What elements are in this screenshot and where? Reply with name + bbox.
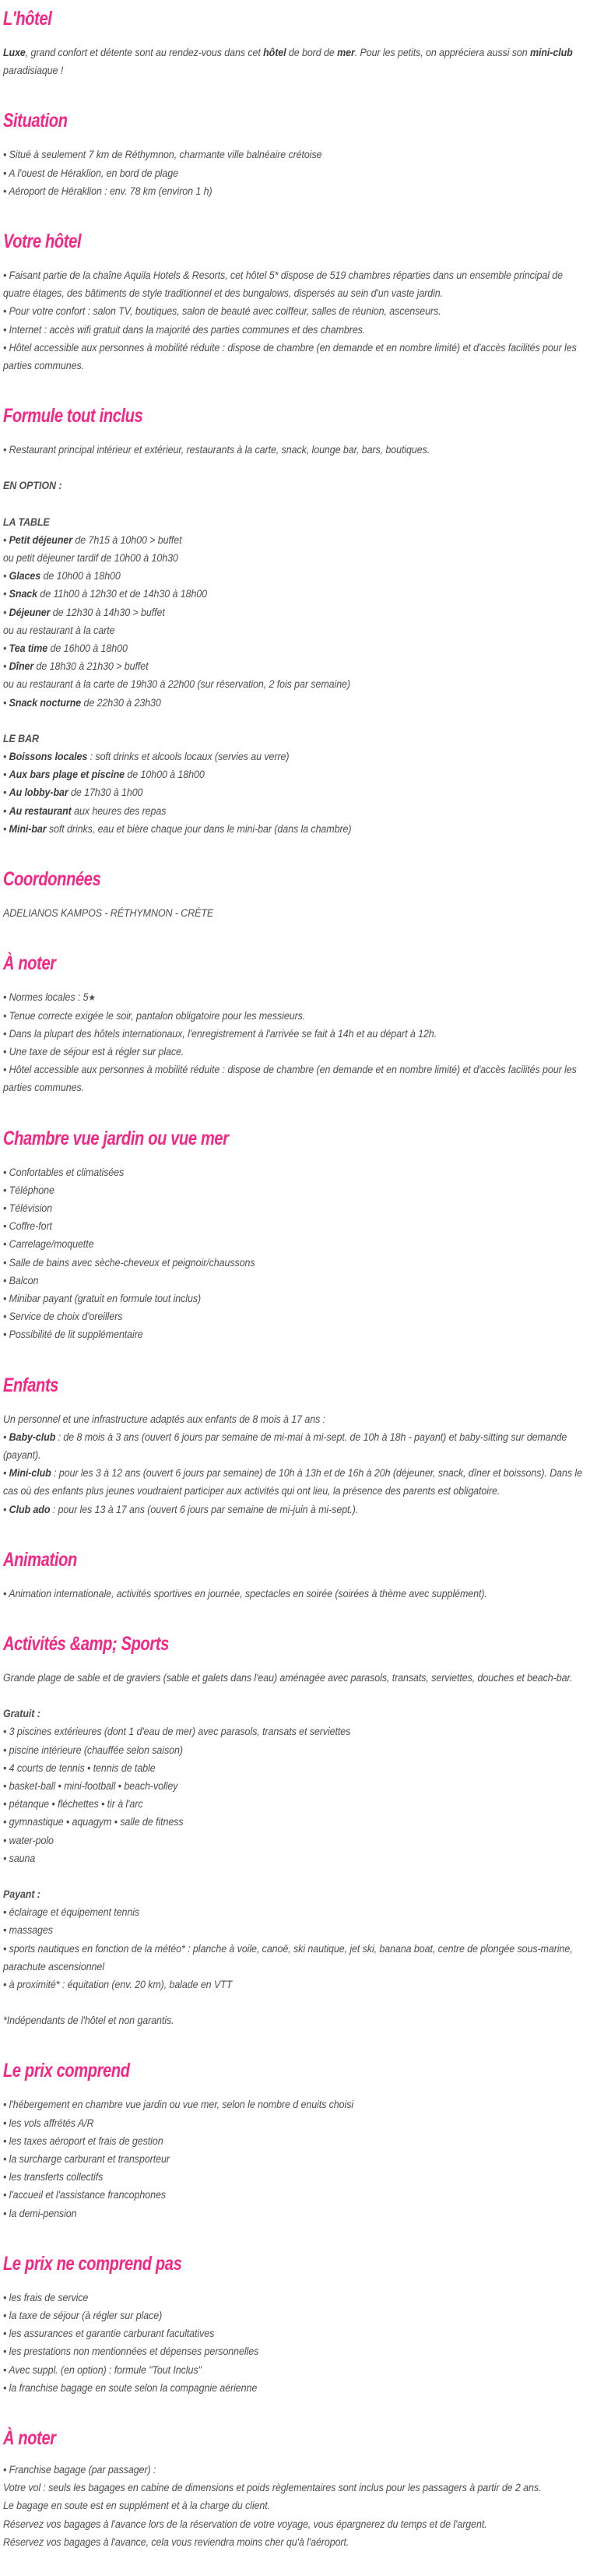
list-item: • Tenue correcte exigée le soir, pantalon obligatoire pour les messieurs. (3, 1009, 306, 1022)
list-item: • à proximité* : équitation (env. 20 km), balade en VTT (3, 1979, 233, 1992)
list-item: • les taxes aéroport et frais de gestion (3, 2134, 163, 2148)
section-title-formule: Formule tout inclus (3, 405, 143, 428)
list-item: • l'hébergement en chambre vue jardin ou vue mer, selon le nombre d enuits choisi (3, 2099, 354, 2112)
list-item: • Salle de bains avec sèche-cheveux et peignoir/chaussons (3, 1256, 255, 1269)
section-title-coordonnees: Coordonnées (3, 868, 101, 891)
list-item: • Aux bars plage et piscine de 10h00 à 18h00 (3, 769, 205, 782)
section-title-enfants: Enfants (3, 1374, 59, 1396)
section-title-animation: Animation (3, 1548, 77, 1571)
section-title-activites-sports: Activités &amp; Sports (3, 1632, 170, 1655)
le-bar-label: LE BAR (3, 732, 39, 745)
list-item: • piscine intérieure (chauffée selon saison) (3, 1744, 183, 1757)
situation-bullet-list (3, 146, 585, 201)
list-item: • 3 piscines extérieures (dont 1 d'eau de mer) avec parasols, transats et serviettes (3, 1726, 351, 1739)
list-item: • les prestations non mentionnées et dépenses personnelles (3, 2345, 259, 2359)
en-option-label: EN OPTION : (3, 480, 62, 493)
prix-comprend-list (3, 2096, 585, 2222)
list-item: • Balcon (3, 1274, 39, 1287)
list-item: • Tea time de 16h00 à 18h00 (3, 642, 128, 656)
list-item: • l'accueil et l'assistance francophones (3, 2189, 166, 2202)
list-item: • Baby-club : de 8 mois à 3 ans (ouvert 6 jours par semaine de mi-mai à mi-sept. de 10h à 18h - payant) et baby-sitting sur demande (payant). (3, 1431, 567, 1462)
le-bar-list (3, 748, 585, 839)
list-item: ou au restaurant à la carte de 19h30 à 22h00 (sur réservation, 2 fois par semaine) (3, 678, 350, 692)
list-item: • Au lobby-bar de 17h30 à 1h00 (3, 787, 143, 800)
section-title-prix-ne-comprend-pas: Le prix ne comprend pas (3, 2252, 182, 2275)
activites-footnote: *Indépendants de l'hôtel et non garantis. (3, 2015, 174, 2028)
payant-label: Payant : (3, 1888, 40, 1901)
section-title-prix-comprend: Le prix comprend (3, 2060, 130, 2082)
list-item: • Pour votre confort : salon TV, boutiques, salon de beauté avec coiffeur, salles de réunion, ascenseurs. (3, 305, 441, 318)
list-item: • Possibilité de lit supplémentaire (3, 1328, 143, 1342)
section-title-hotel: L'hôtel (3, 8, 52, 30)
list-item: • Dîner de 18h30 à 21h30 > buffet (3, 660, 149, 674)
enfants-bullet-list (3, 1429, 585, 1519)
list-item: • les frais de service (3, 2291, 89, 2304)
a-noter-2-list (3, 2462, 585, 2552)
list-item: • Aéroport de Héraklion : env. 78 km (environ 1 h) (3, 185, 212, 198)
list-item: • water-polo (3, 1834, 54, 1847)
list-item: • Club ado : pour les 13 à 17 ans (ouvert 6 jours par semaine de mi-juin à mi-sept.). (3, 1503, 359, 1516)
list-item: • Faisant partie de la chaîne Aquila Hotels & Resorts, cet hôtel 5* dispose de 519 chambres réparties dans un ensemble principal de quatre étages, des bâtiments de style traditionnel et des bungalows, dispersés au sein d'un vaste jardin. (3, 269, 564, 301)
section-title-a-noter-1: À noter (3, 952, 56, 975)
list-item: Réservez vos bagages à l'avance, cela vous reviendra moins cher qu'à l'aéroport. (3, 2536, 349, 2549)
list-item: • Au restaurant aux heures des repas (3, 804, 167, 818)
list-item: • Téléphone (3, 1184, 54, 1197)
enfants-intro: Un personnel et une infrastructure adaptés aux enfants de 8 mois à 17 ans : (3, 1413, 325, 1426)
prix-ne-comprend-pas-list (3, 2289, 585, 2398)
list-item: • pétanque • fléchettes • tir à l'arc (3, 1798, 143, 1811)
section-title-chambre: Chambre vue jardin ou vue mer (3, 1127, 229, 1149)
list-item: • A l'ouest de Héraklion, en bord de plage (3, 167, 178, 180)
list-item: • Internet : accès wifi gratuit dans la majorité des parties communes et des chambres. (3, 323, 366, 336)
list-item: • massages (3, 1924, 53, 1937)
list-item: • Minibar payant (gratuit en formule tout inclus) (3, 1292, 202, 1305)
list-item: • Animation internationale, activités sportives en journée, spectacles en soirée (soirées à thème avec supplément). (3, 1587, 487, 1600)
list-item: • les assurances et garantie carburant facultatives (3, 2328, 215, 2341)
list-item: • les vols affrétés A/R (3, 2117, 94, 2130)
section-title-a-noter-2: À noter (3, 2427, 56, 2450)
votre-hotel-bullet-list (3, 267, 585, 375)
list-item: • Télévision (3, 1202, 53, 1215)
list-item: • Situé à seulement 7 km de Réthymnon, charmante ville balnéaire crétoise (3, 149, 322, 162)
list-item: • la surcharge carburant et transporteur (3, 2153, 170, 2166)
list-item: • Une taxe de séjour est à régler sur place. (3, 1045, 184, 1058)
list-item: • Boissons locales : soft drinks et alcools locaux (servies au verre) (3, 751, 290, 764)
list-item: • sports nautiques en fonction de la météo* : planche à voile, canoë, ski nautique, jet ski, banana boat, centre de plongée sous-marine, parachute ascensionnel (3, 1942, 573, 1973)
payant-list (3, 1904, 585, 1994)
list-item: • Hôtel accessible aux personnes à mobilité réduite : dispose de chambre (en demande et en nombre limité) et d'accès facilités pour les parties communes. (3, 1064, 577, 1095)
list-item: • éclairage et équipement tennis (3, 1906, 140, 1920)
section-title-situation: Situation (3, 110, 68, 132)
gratuit-list (3, 1723, 585, 1868)
list-item: • gymnastique • aquagym • salle de fitness (3, 1816, 184, 1829)
activites-intro: Grande plage de sable et de graviers (sable et galets dans l'eau) aménagée avec parasols, transats, serviettes, douches et beach-bar. (3, 1671, 573, 1684)
list-item: ou petit déjeuner tardif de 10h00 à 10h30 (3, 552, 178, 565)
list-item: • basket-ball • mini-football • beach-volley (3, 1779, 178, 1793)
list-item: • Service de choix d'oreillers (3, 1311, 123, 1324)
list-item: • Mini-club : pour les 3 à 12 ans (ouvert 6 jours par semaine) de 10h à 13h et de 16h à 20h (déjeuner, snack, dîner et boissons). Dans le cas où des enfants plus jeunes voudraient participer aux activités qui ont lieu, la présence des parents est obligatoire. (3, 1467, 582, 1498)
list-item: • la demi-pension (3, 2207, 77, 2220)
list-item: • Carrelage/moquette (3, 1238, 94, 1251)
section-title-votre-hotel: Votre hôtel (3, 231, 82, 253)
list-item: • Normes locales : 5★ (3, 991, 96, 1005)
list-item: • 4 courts de tennis • tennis de table (3, 1761, 156, 1775)
list-item: • les transferts collectifs (3, 2171, 104, 2184)
hotel-address: ADELIANOS KAMPOS - RÉTHYMNON - CRÈTE (3, 907, 214, 920)
list-item: • Confortables et climatisées (3, 1166, 125, 1179)
list-item: • Mini-bar soft drinks, eau et bière chaque jour dans le mini-bar (dans la chambre) (3, 822, 352, 836)
list-item: • Snack nocturne de 22h30 à 23h30 (3, 696, 161, 709)
list-item: • Snack de 11h00 à 12h30 et de 14h30 à 18h00 (3, 588, 208, 601)
a-noter-1-bullet-list (3, 989, 585, 1097)
list-item: • Hôtel accessible aux personnes à mobilité réduite : dispose de chambre (en demande et en nombre limité) et d'accès facilités pour les parties communes. (3, 341, 577, 373)
list-item: • la franchise bagage en soute selon la compagnie aérienne (3, 2381, 258, 2395)
list-item: • Franchise bagage (par passager) : (3, 2464, 156, 2477)
list-item: • la taxe de séjour (à régler sur place) (3, 2310, 163, 2323)
list-item: • Petit déjeuner de 7h15 à 10h00 > buffet (3, 533, 182, 547)
list-item: Réservez vos bagages à l'avance lors de la réservation de votre voyage, vous épargnerez du temps et de l'argent. (3, 2518, 487, 2531)
gratuit-label: Gratuit : (3, 1708, 40, 1721)
list-item: Votre vol : seuls les bagages en cabine de dimensions et poids règlementaires sont inclus pour les passagers à partir de 2 ans. (3, 2482, 542, 2495)
list-item: • Avec suppl. (en option) : formule "Tout Inclus" (3, 2363, 202, 2377)
list-item: • Déjeuner de 12h30 à 14h30 > buffet (3, 606, 165, 619)
list-item: • Restaurant principal intérieur et extérieur, restaurants à la carte, snack, lounge bar, bars, boutiques. (3, 444, 430, 457)
list-item: Le bagage en soute est en supplément et à la charge du client. (3, 2500, 270, 2513)
la-table-list (3, 532, 585, 713)
list-item: • Coffre-fort (3, 1220, 52, 1233)
list-item: • sauna (3, 1852, 36, 1865)
list-item: • Dans la plupart des hôtels internationaux, l'enregistrement à l'arrivée se fait à 14h et au départ à 12h. (3, 1027, 437, 1040)
list-item: • Glaces de 10h00 à 18h00 (3, 570, 121, 583)
la-table-label: LA TABLE (3, 516, 50, 529)
chambre-bullet-list (3, 1164, 585, 1345)
hotel-intro-paragraph: Luxe, grand confort et détente sont au rendez-vous dans cet hôtel de bord de mer. Pour les petits, on appréciera aussi son mini-club paradisiaque ! (3, 47, 573, 78)
list-item: ou au restaurant à la carte (3, 624, 115, 637)
